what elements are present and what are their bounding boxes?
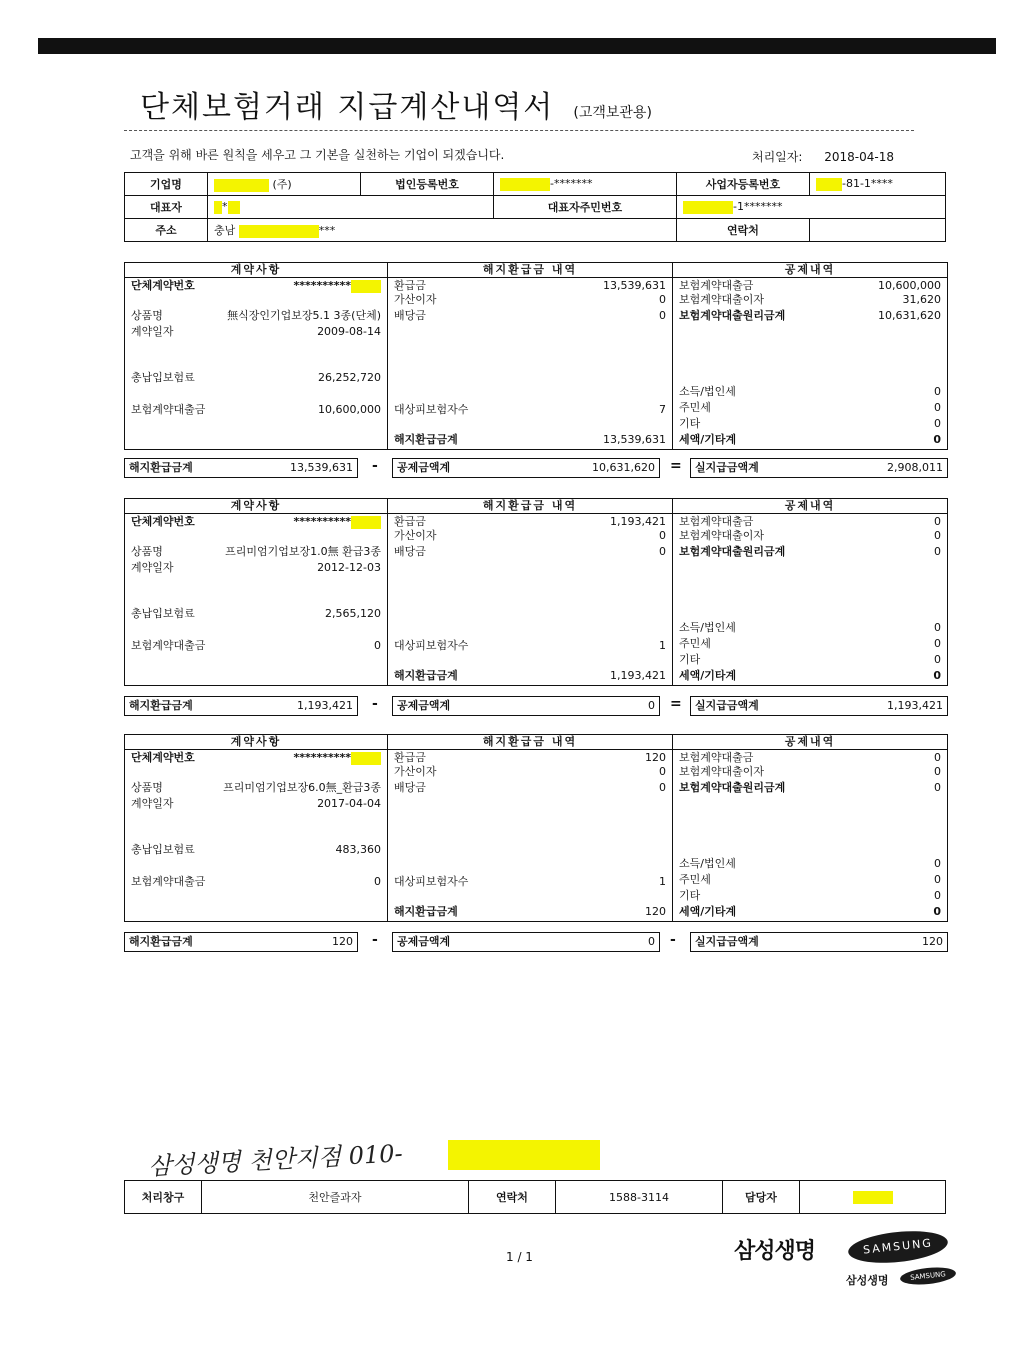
loan-interest-label: 보험계약대출이자: [679, 293, 765, 306]
contract-no-value: [293, 279, 381, 293]
loan-total-label: 보험계약대출원리금계: [679, 309, 786, 322]
refund-amt-label: 환급금: [394, 515, 426, 528]
resident-tax-value: 0: [934, 637, 941, 650]
refund-amt-row: [394, 515, 666, 529]
income-tax-row: [679, 621, 941, 635]
insured-value: 1: [659, 639, 666, 652]
refund-amt-label: 환급금: [394, 279, 426, 292]
contract-no-value: [293, 751, 381, 765]
top-black-bar: [38, 38, 996, 54]
refund-amt-label: 환급금: [394, 751, 426, 764]
deduct-heading: 공제내역: [673, 263, 947, 278]
document-subtitle: (고객보관용): [573, 105, 652, 121]
tax-total-label: 세액/기타계: [679, 433, 737, 446]
sum-deduct-value: 10,631,620: [592, 461, 655, 474]
process-date: [752, 148, 894, 165]
loan-principal-value: 0: [934, 751, 941, 764]
page-number: 1 / 1: [506, 1250, 533, 1264]
refund-total-row: [394, 669, 666, 683]
sum-net-label: 실지급금액계: [695, 699, 759, 712]
product-value: 프리미엄기업보장1.0無 환급3종: [225, 545, 381, 558]
income-tax-value: 0: [934, 621, 941, 634]
sum-deduct-label: 공제금액계: [397, 699, 451, 712]
contract-no-label: 단체계약번호: [131, 751, 195, 764]
other-row: [679, 653, 941, 667]
contract-section-2: [124, 498, 948, 686]
company-suffix: (주): [272, 178, 292, 191]
resident-tax-row: [679, 401, 941, 415]
refund-amt-value: 1,193,421: [610, 515, 666, 528]
sum-net-box: [690, 932, 948, 952]
contract-heading: 계약사항: [125, 499, 387, 514]
resident-tax-row: [679, 873, 941, 887]
tax-total-label: 세액/기타계: [679, 905, 737, 918]
contract-no-text: **********: [293, 515, 351, 528]
total-premium-value: 26,252,720: [318, 371, 381, 384]
resident-tax-value: 0: [934, 873, 941, 886]
loan-principal-value: 10,600,000: [878, 279, 941, 292]
interest-row: [394, 765, 666, 779]
product-row: [131, 781, 381, 795]
company-value: [208, 173, 361, 196]
contract-heading: 계약사항: [125, 263, 387, 278]
contract-date-row: [131, 797, 381, 811]
tax-total-row: [679, 905, 941, 919]
redaction-mask: [816, 178, 842, 191]
contract-no-value: [293, 515, 381, 529]
footer-table: [124, 1180, 946, 1214]
redaction-mask: [228, 201, 240, 214]
loan-principal-row: [679, 515, 941, 529]
product-label: 상품명: [131, 545, 163, 558]
loan-total-label: 보험계약대출원리금계: [679, 781, 786, 794]
phone-label: 연락처: [469, 1181, 556, 1214]
loan-interest-value: 31,620: [902, 293, 941, 306]
redaction-mask: [500, 178, 550, 191]
refund-amt-value: 120: [645, 751, 666, 764]
address-value: [208, 219, 677, 242]
other-label: 기타: [679, 889, 701, 902]
dividend-row: [394, 781, 666, 795]
contact-label: 연락처: [677, 219, 810, 242]
deduct-column: [673, 499, 947, 685]
address-label: 주소: [125, 219, 208, 242]
loan-principal-label: 보험계약대출금: [679, 279, 754, 292]
minus-sign: -: [372, 696, 378, 712]
sum-deduct-box: [392, 458, 660, 478]
loan-total-value: 0: [934, 545, 941, 558]
ceo-id-value: [677, 196, 946, 219]
tax-total-label: 세액/기타계: [679, 669, 737, 682]
tax-total-value: 0: [933, 669, 941, 682]
deduct-column: [673, 263, 947, 449]
sum-net-label: 실지급금액계: [695, 935, 759, 948]
ceo-id-label: 대표자주민번호: [494, 196, 677, 219]
insured-label: 대상피보험자수: [394, 403, 469, 416]
biz-reg-value: [494, 173, 677, 196]
redaction-mask: [351, 280, 381, 293]
insured-value: 7: [659, 403, 666, 416]
interest-row: [394, 293, 666, 307]
tax-total-value: 0: [933, 433, 941, 446]
loan-row: [131, 875, 381, 889]
refund-total-row: [394, 433, 666, 447]
contract-heading: 계약사항: [125, 735, 387, 750]
biz-num-value: [810, 173, 946, 196]
dashed-divider: [124, 130, 914, 131]
total-premium-label: 총납입보험료: [131, 371, 195, 384]
loan-row: [131, 639, 381, 653]
refund-heading: 해지환급금 내역: [388, 499, 672, 514]
contract-no-row: [131, 279, 381, 293]
sum-deduct-box: [392, 696, 660, 716]
office-label: 처리창구: [125, 1181, 202, 1214]
refund-total-value: 1,193,421: [610, 669, 666, 682]
loan-total-row: [679, 781, 941, 795]
sum-refund-value: 1,193,421: [297, 699, 353, 712]
contract-section-1: [124, 262, 948, 450]
title-row: [140, 82, 940, 125]
insured-row: [394, 875, 666, 889]
loan-value: 10,600,000: [318, 403, 381, 416]
sum-deduct-value: 0: [648, 935, 655, 948]
dividend-value: 0: [659, 309, 666, 322]
income-tax-label: 소득/법인세: [679, 857, 736, 870]
income-tax-label: 소득/법인세: [679, 385, 736, 398]
deduct-heading: 공제내역: [673, 735, 947, 750]
loan-principal-row: [679, 279, 941, 293]
sum-net-box: [690, 458, 948, 478]
other-value: 0: [934, 889, 941, 902]
loan-row: [131, 403, 381, 417]
redaction-mask: [683, 201, 733, 214]
loan-interest-label: 보험계약대출이자: [679, 529, 765, 542]
refund-amt-value: 13,539,631: [603, 279, 666, 292]
loan-total-row: [679, 309, 941, 323]
staff-label: 담당자: [723, 1181, 800, 1214]
loan-interest-row: [679, 529, 941, 543]
process-date-label: 처리일자:: [752, 150, 803, 164]
deduct-heading: 공제내역: [673, 499, 947, 514]
total-premium-row: [131, 371, 381, 385]
samsung-life-logo: 삼성생명: [734, 1239, 816, 1264]
contact-value: [810, 219, 946, 242]
tax-total-row: [679, 433, 941, 447]
contract-date-label: 계약일자: [131, 325, 174, 338]
deduct-column: [673, 735, 947, 921]
contract-date-label: 계약일자: [131, 797, 174, 810]
other-row: [679, 417, 941, 431]
resident-tax-label: 주민세: [679, 873, 711, 886]
contract-date-row: [131, 561, 381, 575]
income-tax-value: 0: [934, 385, 941, 398]
loan-principal-label: 보험계약대출금: [679, 515, 754, 528]
total-premium-row: [131, 843, 381, 857]
refund-column: [388, 499, 673, 685]
redaction-mask: [351, 752, 381, 765]
contract-no-row: [131, 751, 381, 765]
other-label: 기타: [679, 653, 701, 666]
insured-row: [394, 639, 666, 653]
refund-total-row: [394, 905, 666, 919]
staff-value: [800, 1181, 946, 1214]
contract-date-value: 2012-12-03: [317, 561, 381, 574]
refund-amt-row: [394, 279, 666, 293]
insured-label: 대상피보험자수: [394, 639, 469, 652]
product-value: 프리미엄기업보장6.0無_환급3종: [223, 781, 381, 794]
income-tax-label: 소득/법인세: [679, 621, 736, 634]
dividend-row: [394, 309, 666, 323]
minus-sign: -: [372, 932, 378, 948]
product-value: 無식장인기업보장5.1 3종(단체): [227, 309, 381, 322]
ceo-id-text: -1*******: [733, 200, 783, 214]
dividend-label: 배당금: [394, 545, 426, 558]
refund-amt-row: [394, 751, 666, 765]
total-premium-label: 총납입보험료: [131, 843, 195, 856]
interest-row: [394, 529, 666, 543]
minus-sign: -: [670, 932, 676, 948]
contract-no-text: **********: [293, 279, 351, 292]
loan-interest-row: [679, 293, 941, 307]
product-label: 상품명: [131, 309, 163, 322]
loan-principal-row: [679, 751, 941, 765]
contract-no-label: 단체계약번호: [131, 279, 195, 292]
handwritten-signature: 삼성생명 천안지점 010-: [147, 1139, 404, 1181]
tax-total-value: 0: [933, 905, 941, 918]
redaction-mask: [448, 1140, 600, 1170]
other-label: 기타: [679, 417, 701, 430]
sum-deduct-value: 0: [648, 699, 655, 712]
equals-sign: =: [670, 458, 682, 474]
redaction-mask: [214, 179, 269, 192]
insured-row: [394, 403, 666, 417]
redaction-mask: [239, 225, 319, 238]
income-tax-row: [679, 857, 941, 871]
sum-refund-box: [124, 696, 358, 716]
loan-interest-row: [679, 765, 941, 779]
loan-principal-label: 보험계약대출금: [679, 751, 754, 764]
biz-num-text: -81-1****: [842, 177, 893, 191]
address-suffix: ***: [318, 224, 336, 237]
refund-column: [388, 263, 673, 449]
product-row: [131, 545, 381, 559]
sum-refund-box: [124, 932, 358, 952]
contract-column: [125, 263, 388, 449]
loan-total-label: 보험계약대출원리금계: [679, 545, 786, 558]
other-row: [679, 889, 941, 903]
ceo-value: [208, 196, 494, 219]
resident-tax-label: 주민세: [679, 401, 711, 414]
sum-net-value: 120: [922, 935, 943, 948]
loan-total-value: 0: [934, 781, 941, 794]
minus-sign: -: [372, 458, 378, 474]
loan-total-row: [679, 545, 941, 559]
biz-num-label: 사업자등록번호: [677, 173, 810, 196]
loan-principal-value: 0: [934, 515, 941, 528]
loan-interest-label: 보험계약대출이자: [679, 765, 765, 778]
total-premium-value: 483,360: [335, 843, 381, 856]
office-value: 천안즐과자: [202, 1181, 469, 1214]
interest-label: 가산이자: [394, 765, 437, 778]
sum-deduct-box: [392, 932, 660, 952]
insured-label: 대상피보험자수: [394, 875, 469, 888]
contract-date-row: [131, 325, 381, 339]
sum-refund-box: [124, 458, 358, 478]
slogan: 고객을 위해 바른 원칙을 세우고 그 기본을 실천하는 기업이 되겠습니다.: [130, 148, 505, 162]
tax-total-row: [679, 669, 941, 683]
document-title: 단체보험거래 지급계산내역서: [140, 90, 555, 125]
process-date-value: 2018-04-18: [824, 150, 894, 164]
contract-date-value: 2017-04-04: [317, 797, 381, 810]
loan-interest-value: 0: [934, 529, 941, 542]
interest-value: 0: [659, 293, 666, 306]
address-prefix: 충남: [214, 224, 236, 237]
sum-net-value: 2,908,011: [887, 461, 943, 474]
refund-total-label: 해지환급금계: [394, 905, 458, 918]
redaction-mask: [214, 201, 222, 214]
dividend-value: 0: [659, 781, 666, 794]
redaction-mask: [853, 1191, 893, 1204]
loan-label: 보험계약대출금: [131, 875, 206, 888]
dividend-label: 배당금: [394, 781, 426, 794]
product-row: [131, 309, 381, 323]
sum-deduct-label: 공제금액계: [397, 461, 451, 474]
income-tax-value: 0: [934, 857, 941, 870]
samsung-ellipse-logo: SAMSUNG: [847, 1227, 950, 1267]
insured-value: 1: [659, 875, 666, 888]
contract-column: [125, 499, 388, 685]
sum-refund-value: 120: [332, 935, 353, 948]
samsung-life-small-logo: 삼성생명: [846, 1274, 889, 1287]
refund-total-value: 120: [645, 905, 666, 918]
refund-total-label: 해지환급금계: [394, 669, 458, 682]
company-header-table: [124, 172, 946, 242]
dividend-label: 배당금: [394, 309, 426, 322]
interest-value: 0: [659, 529, 666, 542]
sum-refund-value: 13,539,631: [290, 461, 353, 474]
sum-net-value: 1,193,421: [887, 699, 943, 712]
contract-column: [125, 735, 388, 921]
refund-heading: 해지환급금 내역: [388, 263, 672, 278]
sum-refund-label: 해지환급금계: [129, 461, 193, 474]
redaction-mask: [351, 516, 381, 529]
product-label: 상품명: [131, 781, 163, 794]
samsung-small-ellipse-logo: SAMSUNG: [899, 1265, 956, 1287]
sum-refund-label: 해지환급금계: [129, 935, 193, 948]
refund-total-label: 해지환급금계: [394, 433, 458, 446]
sum-net-box: [690, 696, 948, 716]
resident-tax-label: 주민세: [679, 637, 711, 650]
other-value: 0: [934, 653, 941, 666]
dividend-value: 0: [659, 545, 666, 558]
total-premium-label: 총납입보험료: [131, 607, 195, 620]
dividend-row: [394, 545, 666, 559]
loan-value: 0: [374, 875, 381, 888]
equals-sign: =: [670, 696, 682, 712]
refund-heading: 해지환급금 내역: [388, 735, 672, 750]
phone-value: 1588-3114: [556, 1181, 723, 1214]
loan-label: 보험계약대출금: [131, 403, 206, 416]
loan-total-value: 10,631,620: [878, 309, 941, 322]
resident-tax-row: [679, 637, 941, 651]
contract-section-3: [124, 734, 948, 922]
ceo-text: *: [222, 200, 228, 214]
total-premium-row: [131, 607, 381, 621]
total-premium-value: 2,565,120: [325, 607, 381, 620]
contract-no-label: 단체계약번호: [131, 515, 195, 528]
sum-deduct-label: 공제금액계: [397, 935, 451, 948]
company-label: 기업명: [125, 173, 208, 196]
loan-value: 0: [374, 639, 381, 652]
contract-date-label: 계약일자: [131, 561, 174, 574]
other-value: 0: [934, 417, 941, 430]
biz-reg-text: -*******: [550, 177, 593, 191]
biz-reg-label: 법인등록번호: [361, 173, 494, 196]
loan-interest-value: 0: [934, 765, 941, 778]
interest-value: 0: [659, 765, 666, 778]
contract-date-value: 2009-08-14: [317, 325, 381, 338]
loan-label: 보험계약대출금: [131, 639, 206, 652]
contract-no-row: [131, 515, 381, 529]
contract-no-text: **********: [293, 751, 351, 764]
resident-tax-value: 0: [934, 401, 941, 414]
ceo-label: 대표자: [125, 196, 208, 219]
refund-total-value: 13,539,631: [603, 433, 666, 446]
sum-refund-label: 해지환급금계: [129, 699, 193, 712]
income-tax-row: [679, 385, 941, 399]
interest-label: 가산이자: [394, 293, 437, 306]
refund-column: [388, 735, 673, 921]
interest-label: 가산이자: [394, 529, 437, 542]
sum-net-label: 실지급금액계: [695, 461, 759, 474]
